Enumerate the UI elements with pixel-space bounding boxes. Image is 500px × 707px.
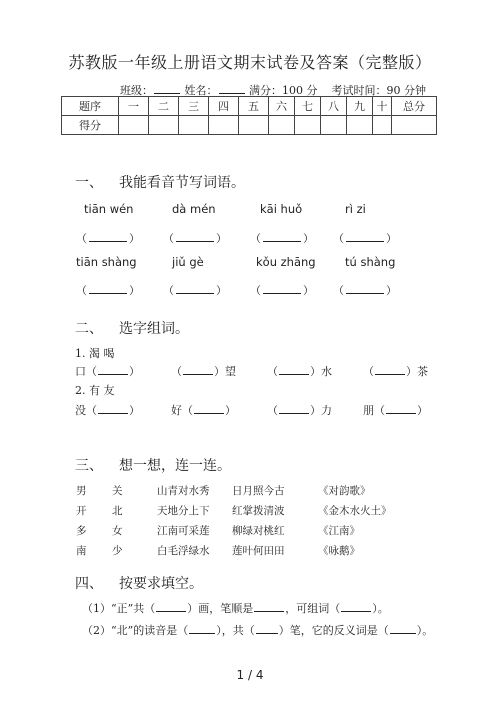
score-header-cell: 八 [321,97,347,116]
pinyin: tú shàng [345,255,396,269]
answer-blank[interactable] [279,366,309,375]
score-cell[interactable] [347,116,373,135]
score-header-cell: 五 [239,97,269,116]
section-title: 想一想，连一连。 [119,458,231,474]
score-header-cell: 七 [295,97,321,116]
section-title: 我能看音节写词语。 [119,175,245,191]
pinyin: rì zi [345,202,366,216]
pinyin: tiān shàng [76,255,137,269]
pinyin: kǒu zhāng [256,255,316,269]
score-value-row [62,116,437,135]
answer-blank[interactable]: （ ） [163,232,227,245]
matching-item[interactable]: 男 [76,485,87,497]
score-row-label: 得分 [62,116,119,135]
section-number: 三、 [75,458,103,474]
answer-blank[interactable]: （ ） [250,232,314,245]
matching-item[interactable]: 《咏鹅》 [318,545,360,557]
name-label: 姓名： [184,84,218,97]
name-blank[interactable] [219,83,245,94]
section-number: 一、 [75,175,103,191]
score-header-cell: 二 [149,97,179,116]
score-cell[interactable] [119,116,149,135]
page-number: 1 / 4 [236,668,264,682]
section-3-heading [75,455,231,475]
matching-item[interactable]: 莲叶何田田 [232,545,285,557]
answer-blank[interactable]: （ ） [76,232,140,245]
answer-blank[interactable] [183,366,213,375]
answer-blank[interactable]: （ ） [76,284,140,297]
section-2-heading [75,318,189,338]
score-cell[interactable] [392,116,437,135]
score-cell[interactable] [209,116,239,135]
pinyin: tiān wén [84,202,134,216]
answer-blank[interactable]: （ ） [250,284,314,297]
answer-blank[interactable] [189,625,215,634]
matching-item[interactable]: 女 [112,525,123,537]
score-header-cell: 四 [209,97,239,116]
matching-item[interactable]: 关 [112,485,123,497]
answer-blank[interactable]: （ ） [163,284,227,297]
answer-blank[interactable] [341,603,371,612]
score-cell[interactable] [269,116,295,135]
score-cell[interactable] [373,116,392,135]
matching-item[interactable]: 天地分上下 [157,505,210,517]
score-header-row [62,97,437,116]
pinyin: kāi huǒ [260,202,303,216]
score-header-cell: 九 [347,97,373,116]
answer-blank[interactable] [279,405,309,414]
matching-item[interactable]: 多 [76,525,87,537]
answer-blank[interactable] [254,603,284,612]
section-title: 按要求填空。 [119,576,203,592]
score-header-cell: 三 [179,97,209,116]
answer-blank[interactable] [156,603,186,612]
matching-item[interactable]: 《江南》 [318,525,360,537]
matching-item[interactable]: 日月照今古 [232,485,285,497]
score-header-cell: 题序 [62,97,119,116]
matching-item[interactable]: 《金木水火土》 [318,505,392,517]
section-4-heading [75,573,203,593]
answer-blank[interactable]: （ ） [333,284,397,297]
matching-item[interactable]: 开 [76,505,87,517]
score-header-cell: 一 [119,97,149,116]
exam-time: 考试时间：90 分钟 [331,84,426,97]
matching-item[interactable]: 《对韵歌》 [318,485,371,497]
full-score: 满分：100 分 [249,84,318,97]
answer-blank[interactable] [98,405,128,414]
score-header-cell: 十 [373,97,392,116]
page-title: 苏教版一年级上册语文期末试卷及答案（完整版） [68,53,432,72]
matching-item[interactable]: 山青对水秀 [157,485,210,497]
matching-item[interactable]: 白毛浮绿水 [157,545,210,557]
answer-blank[interactable] [256,625,278,634]
section-1-heading [75,172,245,192]
score-header-cell: 总分 [392,97,437,116]
answer-blank[interactable] [386,405,416,414]
pinyin: jiǔ gè [172,255,204,269]
word-group-2-title: 2. 有 友 [75,384,115,397]
matching-item[interactable]: 红掌拨清波 [232,505,285,517]
word-group-2: 没（ ） 好（ ） （ ）力 朋（ ） [75,404,428,417]
answer-blank[interactable] [98,366,128,375]
answer-blank[interactable] [194,405,224,414]
matching-item[interactable]: 南 [76,545,87,557]
score-header-cell: 六 [269,97,295,116]
section-number: 四、 [75,576,103,592]
answer-blank[interactable] [375,366,405,375]
answer-blank[interactable] [390,625,416,634]
fill-item-1: （1）“正”共（ ）画，笔顺是 ，可组词（ ）。 [82,602,389,615]
class-label: 班级： [120,84,153,97]
pinyin: dà mén [172,202,216,216]
word-group-1-title: 1. 渴 喝 [75,347,115,360]
section-number: 二、 [75,321,103,337]
section-title: 选字组词。 [119,321,189,337]
class-blank[interactable] [154,83,180,94]
score-cell[interactable] [295,116,321,135]
score-cell[interactable] [179,116,209,135]
matching-item[interactable]: 北 [112,505,123,517]
score-cell[interactable] [149,116,179,135]
answer-blank[interactable]: （ ） [333,232,397,245]
fill-item-2: （2）“北”的读音是（ ），共（ ）笔，它的反义词是（ ）。 [82,624,434,637]
score-cell[interactable] [239,116,269,135]
matching-item[interactable]: 江南可采莲 [157,525,210,537]
score-cell[interactable] [321,116,347,135]
matching-item[interactable]: 柳绿对桃红 [232,525,285,537]
matching-item[interactable]: 少 [112,545,123,557]
score-table [61,96,437,135]
word-group-1: 口（ ） （ ）望 （ ）水 （ ）茶 [75,365,428,378]
